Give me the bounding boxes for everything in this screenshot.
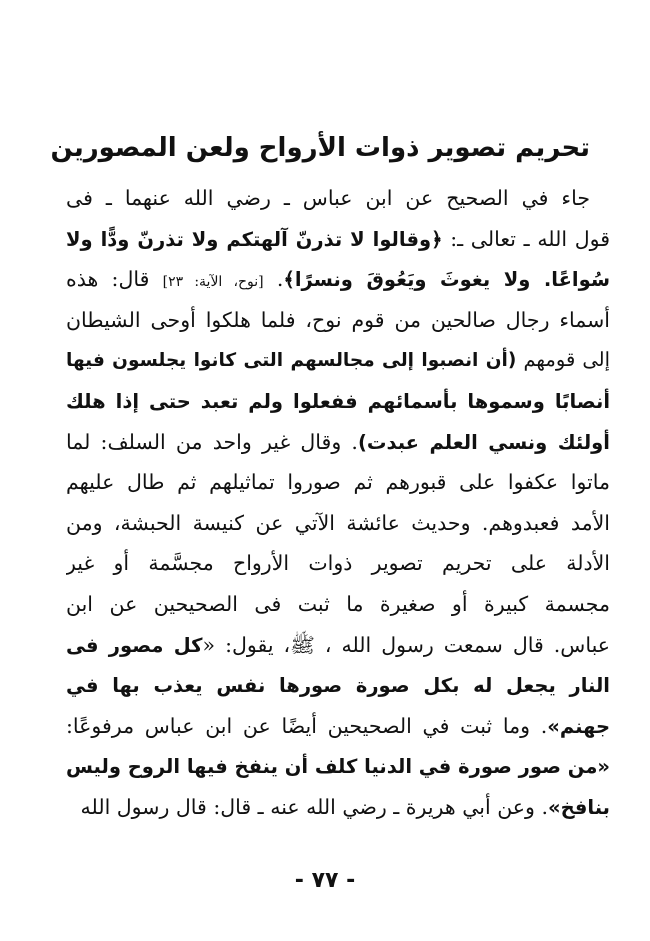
text-segment: الأمد فعبدوهم. وحديث عائشة الآتي عن كنيسة الحبشة، ومن [66, 510, 610, 535]
text-segment: . وعن أبي هريرة ـ رضي الله عنه ـ قال: قال رسول الله [80, 794, 548, 819]
text-segment: جاء في الصحيح عن ابن عباس ـ رضي الله عنهما ـ فى [66, 186, 590, 210]
text-line [66, 625, 610, 666]
text-segment: قول الله ـ تعالى ـ: [442, 226, 610, 251]
chapter-title: تحريم تصوير ذوات الأرواح ولعن المصورين [50, 133, 590, 163]
text-segment: عباس. قال سمعت رسول الله ، ﷺ، يقول: « [202, 632, 610, 657]
verse-reference: [نوح، الآية: ٢٣] [162, 274, 264, 291]
text-segment: ماتوا عكفوا على قبورهم ثم صوروا تماثيلهم ثم طال عليهم [66, 470, 610, 495]
text-segment: . وقال غير واحد من السلف: لما [66, 429, 358, 454]
text-segment: . وما ثبت في الصحيحين أيضًا عن ابن عباس مرفوعًا: [66, 713, 548, 738]
text-segment: أسماء رجال صالحين من قوم نوح، فلما هلكوا أوحى الشيطان [66, 307, 610, 332]
text-line [66, 178, 610, 219]
text-line [66, 746, 610, 787]
text-line [66, 219, 610, 260]
emphasized-text: (أن انصبوا إلى مجالسهم التى كانوا يجلسون فيها [66, 350, 517, 372]
text-segment: إلى قومهم [516, 348, 610, 372]
text-line [66, 584, 610, 625]
text-line [66, 503, 610, 544]
emphasized-text: سُواعًا. ولا يغوثَ ويَعُوقَ ونسرًا﴾ [283, 268, 610, 292]
text-segment: الأدلة على تحريم تصوير ذوات الأرواح مجسَّمة أو غير [66, 551, 610, 576]
text-segment: قال: هذه [66, 267, 163, 292]
emphasized-text: النار يجعل له بكل صورة صورها نفس يعذب بها في [66, 674, 610, 698]
emphasized-text: بنافخ» [547, 795, 610, 819]
text-line [66, 422, 610, 463]
text-line [66, 381, 610, 422]
text-line [66, 462, 610, 503]
page-number: - ٧٧ - [294, 868, 356, 893]
text-line [66, 665, 610, 706]
emphasized-text: كل مصور فى [66, 633, 203, 657]
text-line [66, 340, 610, 381]
emphasized-text: «من صور صورة في الدنيا كلف أن ينفخ فيها الروح وليس [66, 755, 610, 779]
text-line [66, 787, 610, 828]
text-line [66, 543, 610, 584]
emphasized-text: ﴿وقالوا لا تذرنّ آلهتكم ولا تذرنّ ودًّا ولا [66, 227, 443, 251]
text-segment: مجسمة كبيرة أو صغيرة ما ثبت فى الصحيحين عن ابن [66, 591, 610, 616]
emphasized-text: أنصابًا وسموها بأسمائهم ففعلوا ولم تعبد حتى إذا هلك [66, 389, 610, 413]
text-line [66, 300, 610, 341]
text-line [66, 706, 610, 747]
text-segment: . [263, 267, 284, 292]
emphasized-text: جهنم» [547, 714, 610, 738]
body-text [66, 178, 610, 828]
emphasized-text: أولئك ونسي العلم عبدت) [357, 430, 610, 454]
text-line [66, 259, 610, 300]
